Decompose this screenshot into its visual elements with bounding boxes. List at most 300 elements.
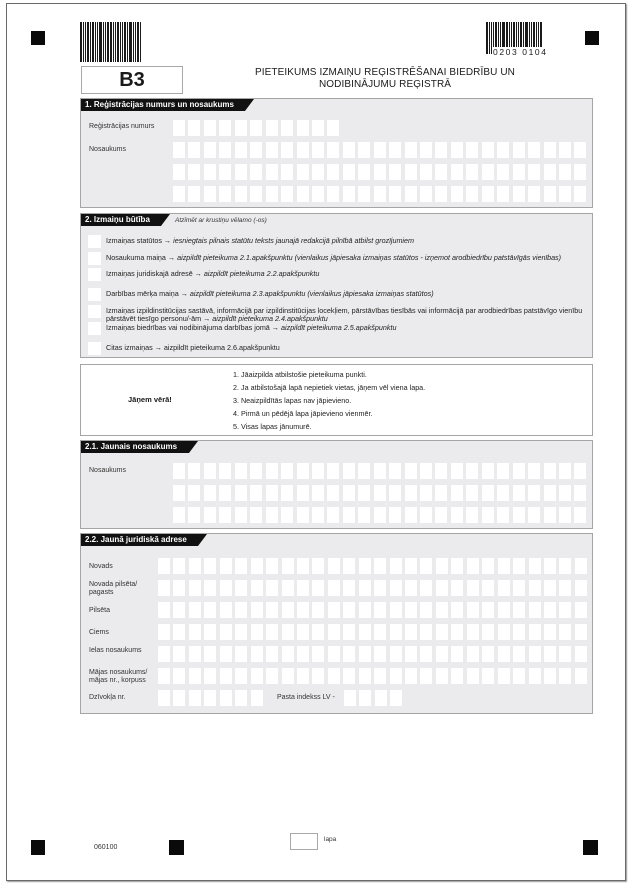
- char-box[interactable]: [467, 646, 479, 662]
- char-box[interactable]: [312, 164, 324, 180]
- char-box[interactable]: [559, 463, 571, 479]
- char-box[interactable]: [435, 463, 447, 479]
- char-box[interactable]: [389, 463, 401, 479]
- char-box[interactable]: [327, 186, 339, 202]
- char-box[interactable]: [250, 186, 262, 202]
- char-box[interactable]: [220, 602, 232, 618]
- char-box[interactable]: [451, 164, 463, 180]
- char-box[interactable]: [312, 120, 324, 136]
- char-box[interactable]: [466, 485, 478, 501]
- char-box[interactable]: [204, 186, 216, 202]
- char-box[interactable]: [266, 624, 278, 640]
- char-box[interactable]: [482, 602, 494, 618]
- char-box[interactable]: [327, 120, 339, 136]
- char-box[interactable]: [251, 602, 263, 618]
- char-box[interactable]: [529, 624, 541, 640]
- char-box[interactable]: [513, 507, 525, 523]
- char-box[interactable]: [482, 624, 494, 640]
- char-box[interactable]: [250, 120, 262, 136]
- char-box[interactable]: [497, 164, 509, 180]
- char-box[interactable]: [235, 602, 247, 618]
- char-box[interactable]: [188, 463, 200, 479]
- char-box[interactable]: [374, 142, 386, 158]
- char-box[interactable]: [189, 624, 201, 640]
- char-box[interactable]: [575, 646, 587, 662]
- char-box[interactable]: [188, 120, 200, 136]
- char-box[interactable]: [559, 507, 571, 523]
- char-box[interactable]: [436, 558, 448, 574]
- char-box[interactable]: [158, 646, 170, 662]
- char-box[interactable]: [173, 186, 185, 202]
- char-box[interactable]: [420, 558, 432, 574]
- char-box[interactable]: [435, 164, 447, 180]
- char-box[interactable]: [282, 668, 294, 684]
- char-box[interactable]: [513, 624, 525, 640]
- char-box[interactable]: [574, 142, 586, 158]
- char-box[interactable]: [204, 602, 216, 618]
- char-box[interactable]: [173, 164, 185, 180]
- char-box[interactable]: [544, 624, 556, 640]
- char-box[interactable]: [343, 558, 355, 574]
- name-input-row-3[interactable]: [173, 186, 590, 202]
- char-box[interactable]: [482, 485, 494, 501]
- char-box[interactable]: [420, 602, 432, 618]
- char-box[interactable]: [528, 463, 540, 479]
- char-box[interactable]: [482, 580, 494, 596]
- char-box[interactable]: [344, 690, 356, 706]
- char-box[interactable]: [297, 507, 309, 523]
- char-box[interactable]: [173, 668, 185, 684]
- char-box[interactable]: [405, 624, 417, 640]
- char-box[interactable]: [575, 624, 587, 640]
- char-box[interactable]: [389, 142, 401, 158]
- name-input-row-2[interactable]: [173, 164, 590, 180]
- char-box[interactable]: [220, 668, 232, 684]
- char-box[interactable]: [312, 463, 324, 479]
- char-box[interactable]: [343, 463, 355, 479]
- char-box[interactable]: [251, 668, 263, 684]
- char-box[interactable]: [575, 668, 587, 684]
- char-box[interactable]: [297, 186, 309, 202]
- char-box[interactable]: [467, 558, 479, 574]
- char-box[interactable]: [297, 463, 309, 479]
- char-box[interactable]: [158, 580, 170, 596]
- char-box[interactable]: [220, 580, 232, 596]
- char-box[interactable]: [390, 558, 402, 574]
- char-box[interactable]: [312, 602, 324, 618]
- char-box[interactable]: [235, 485, 247, 501]
- char-box[interactable]: [266, 558, 278, 574]
- char-box[interactable]: [158, 668, 170, 684]
- char-box[interactable]: [544, 507, 556, 523]
- char-box[interactable]: [405, 164, 417, 180]
- char-box[interactable]: [390, 580, 402, 596]
- char-box[interactable]: [574, 186, 586, 202]
- char-box[interactable]: [358, 142, 370, 158]
- char-box[interactable]: [235, 164, 247, 180]
- char-box[interactable]: [204, 624, 216, 640]
- char-box[interactable]: [312, 646, 324, 662]
- char-box[interactable]: [220, 624, 232, 640]
- char-box[interactable]: [297, 668, 309, 684]
- char-box[interactable]: [513, 602, 525, 618]
- char-box[interactable]: [575, 580, 587, 596]
- char-box[interactable]: [405, 602, 417, 618]
- char-box[interactable]: [297, 164, 309, 180]
- char-box[interactable]: [482, 668, 494, 684]
- char-box[interactable]: [420, 485, 432, 501]
- char-box[interactable]: [266, 142, 278, 158]
- char-box[interactable]: [529, 580, 541, 596]
- char-box[interactable]: [173, 485, 185, 501]
- char-box[interactable]: [528, 507, 540, 523]
- char-box[interactable]: [405, 142, 417, 158]
- char-box[interactable]: [312, 558, 324, 574]
- char-box[interactable]: [282, 602, 294, 618]
- char-box[interactable]: [281, 507, 293, 523]
- char-box[interactable]: [297, 142, 309, 158]
- char-box[interactable]: [544, 602, 556, 618]
- char-box[interactable]: [173, 463, 185, 479]
- char-box[interactable]: [528, 485, 540, 501]
- char-box[interactable]: [235, 690, 247, 706]
- char-box[interactable]: [389, 485, 401, 501]
- char-box[interactable]: [328, 624, 340, 640]
- char-box[interactable]: [189, 580, 201, 596]
- char-box[interactable]: [374, 186, 386, 202]
- char-box[interactable]: [327, 164, 339, 180]
- char-box[interactable]: [451, 485, 463, 501]
- char-box[interactable]: [343, 164, 355, 180]
- char-box[interactable]: [204, 646, 216, 662]
- char-box[interactable]: [374, 624, 386, 640]
- char-box[interactable]: [513, 646, 525, 662]
- char-box[interactable]: [451, 142, 463, 158]
- char-box[interactable]: [482, 558, 494, 574]
- char-box[interactable]: [498, 668, 510, 684]
- char-box[interactable]: [374, 558, 386, 574]
- char-box[interactable]: [390, 668, 402, 684]
- char-box[interactable]: [312, 485, 324, 501]
- char-box[interactable]: [528, 164, 540, 180]
- char-box[interactable]: [405, 558, 417, 574]
- char-box[interactable]: [328, 602, 340, 618]
- char-box[interactable]: [235, 463, 247, 479]
- change-type-checkbox[interactable]: [88, 235, 101, 248]
- char-box[interactable]: [266, 668, 278, 684]
- char-box[interactable]: [328, 580, 340, 596]
- char-box[interactable]: [235, 558, 247, 574]
- char-box[interactable]: [173, 580, 185, 596]
- char-box[interactable]: [559, 624, 571, 640]
- char-box[interactable]: [188, 142, 200, 158]
- char-box[interactable]: [250, 164, 262, 180]
- char-box[interactable]: [544, 580, 556, 596]
- char-box[interactable]: [374, 602, 386, 618]
- char-box[interactable]: [544, 485, 556, 501]
- char-box[interactable]: [189, 558, 201, 574]
- char-box[interactable]: [420, 646, 432, 662]
- char-box[interactable]: [282, 558, 294, 574]
- char-box[interactable]: [405, 507, 417, 523]
- char-box[interactable]: [250, 142, 262, 158]
- char-box[interactable]: [513, 186, 525, 202]
- char-box[interactable]: [297, 120, 309, 136]
- char-box[interactable]: [266, 646, 278, 662]
- char-box[interactable]: [405, 463, 417, 479]
- char-box[interactable]: [513, 164, 525, 180]
- char-box[interactable]: [575, 558, 587, 574]
- postal-code-input[interactable]: [344, 690, 406, 706]
- name-input-row-1[interactable]: [173, 142, 590, 158]
- char-box[interactable]: [559, 142, 571, 158]
- char-box[interactable]: [343, 602, 355, 618]
- char-box[interactable]: [343, 580, 355, 596]
- char-box[interactable]: [250, 507, 262, 523]
- char-box[interactable]: [266, 507, 278, 523]
- char-box[interactable]: [281, 485, 293, 501]
- char-box[interactable]: [390, 602, 402, 618]
- char-box[interactable]: [451, 668, 463, 684]
- char-box[interactable]: [574, 507, 586, 523]
- char-box[interactable]: [482, 186, 494, 202]
- char-box[interactable]: [312, 507, 324, 523]
- char-box[interactable]: [251, 624, 263, 640]
- char-box[interactable]: [327, 142, 339, 158]
- char-box[interactable]: [327, 463, 339, 479]
- char-box[interactable]: [420, 624, 432, 640]
- char-box[interactable]: [235, 580, 247, 596]
- char-box[interactable]: [312, 186, 324, 202]
- char-box[interactable]: [482, 142, 494, 158]
- char-box[interactable]: [405, 646, 417, 662]
- char-box[interactable]: [297, 602, 309, 618]
- apartment-input[interactable]: [158, 690, 266, 706]
- char-box[interactable]: [374, 485, 386, 501]
- char-box[interactable]: [204, 668, 216, 684]
- char-box[interactable]: [390, 624, 402, 640]
- char-box[interactable]: [497, 463, 509, 479]
- char-box[interactable]: [189, 690, 201, 706]
- char-box[interactable]: [389, 507, 401, 523]
- char-box[interactable]: [282, 646, 294, 662]
- new-name-input-row-1[interactable]: [173, 463, 590, 479]
- change-type-checkbox[interactable]: [88, 252, 101, 265]
- char-box[interactable]: [451, 602, 463, 618]
- char-box[interactable]: [188, 485, 200, 501]
- char-box[interactable]: [513, 142, 525, 158]
- char-box[interactable]: [359, 646, 371, 662]
- char-box[interactable]: [312, 668, 324, 684]
- char-box[interactable]: [451, 558, 463, 574]
- char-box[interactable]: [405, 186, 417, 202]
- char-box[interactable]: [251, 690, 263, 706]
- char-box[interactable]: [574, 463, 586, 479]
- char-box[interactable]: [359, 558, 371, 574]
- char-box[interactable]: [297, 580, 309, 596]
- char-box[interactable]: [497, 485, 509, 501]
- char-box[interactable]: [158, 624, 170, 640]
- char-box[interactable]: [250, 463, 262, 479]
- char-box[interactable]: [358, 186, 370, 202]
- char-box[interactable]: [312, 624, 324, 640]
- char-box[interactable]: [158, 558, 170, 574]
- char-box[interactable]: [529, 646, 541, 662]
- char-box[interactable]: [204, 120, 216, 136]
- char-box[interactable]: [297, 485, 309, 501]
- char-box[interactable]: [173, 507, 185, 523]
- char-box[interactable]: [282, 580, 294, 596]
- char-box[interactable]: [435, 142, 447, 158]
- char-box[interactable]: [466, 164, 478, 180]
- char-box[interactable]: [266, 120, 278, 136]
- change-type-checkbox[interactable]: [88, 288, 101, 301]
- char-box[interactable]: [466, 507, 478, 523]
- char-box[interactable]: [359, 602, 371, 618]
- address-field-input[interactable]: [158, 668, 590, 684]
- char-box[interactable]: [390, 690, 402, 706]
- char-box[interactable]: [467, 668, 479, 684]
- char-box[interactable]: [544, 646, 556, 662]
- char-box[interactable]: [529, 668, 541, 684]
- char-box[interactable]: [374, 507, 386, 523]
- char-box[interactable]: [281, 120, 293, 136]
- char-box[interactable]: [204, 463, 216, 479]
- char-box[interactable]: [219, 142, 231, 158]
- char-box[interactable]: [235, 624, 247, 640]
- char-box[interactable]: [482, 646, 494, 662]
- char-box[interactable]: [513, 463, 525, 479]
- address-field-input[interactable]: [158, 558, 590, 574]
- char-box[interactable]: [189, 602, 201, 618]
- char-box[interactable]: [420, 186, 432, 202]
- char-box[interactable]: [328, 668, 340, 684]
- char-box[interactable]: [451, 580, 463, 596]
- char-box[interactable]: [513, 580, 525, 596]
- char-box[interactable]: [173, 624, 185, 640]
- char-box[interactable]: [235, 646, 247, 662]
- char-box[interactable]: [436, 580, 448, 596]
- char-box[interactable]: [204, 690, 216, 706]
- char-box[interactable]: [466, 463, 478, 479]
- char-box[interactable]: [559, 485, 571, 501]
- char-box[interactable]: [497, 186, 509, 202]
- char-box[interactable]: [297, 558, 309, 574]
- char-box[interactable]: [451, 507, 463, 523]
- char-box[interactable]: [420, 463, 432, 479]
- char-box[interactable]: [281, 142, 293, 158]
- char-box[interactable]: [312, 142, 324, 158]
- char-box[interactable]: [513, 485, 525, 501]
- char-box[interactable]: [219, 164, 231, 180]
- char-box[interactable]: [358, 507, 370, 523]
- char-box[interactable]: [513, 668, 525, 684]
- char-box[interactable]: [204, 558, 216, 574]
- char-box[interactable]: [235, 668, 247, 684]
- char-box[interactable]: [266, 602, 278, 618]
- char-box[interactable]: [497, 142, 509, 158]
- char-box[interactable]: [158, 602, 170, 618]
- address-field-input[interactable]: [158, 646, 590, 662]
- char-box[interactable]: [374, 463, 386, 479]
- char-box[interactable]: [513, 558, 525, 574]
- char-box[interactable]: [374, 668, 386, 684]
- char-box[interactable]: [436, 668, 448, 684]
- char-box[interactable]: [467, 602, 479, 618]
- char-box[interactable]: [359, 580, 371, 596]
- char-box[interactable]: [235, 186, 247, 202]
- char-box[interactable]: [374, 580, 386, 596]
- char-box[interactable]: [251, 646, 263, 662]
- change-type-checkbox[interactable]: [88, 322, 101, 335]
- char-box[interactable]: [343, 668, 355, 684]
- char-box[interactable]: [359, 690, 371, 706]
- char-box[interactable]: [219, 186, 231, 202]
- char-box[interactable]: [173, 142, 185, 158]
- char-box[interactable]: [544, 142, 556, 158]
- char-box[interactable]: [374, 646, 386, 662]
- char-box[interactable]: [343, 186, 355, 202]
- char-box[interactable]: [498, 602, 510, 618]
- char-box[interactable]: [343, 624, 355, 640]
- char-box[interactable]: [529, 558, 541, 574]
- char-box[interactable]: [436, 602, 448, 618]
- change-type-checkbox[interactable]: [88, 268, 101, 281]
- char-box[interactable]: [328, 558, 340, 574]
- char-box[interactable]: [266, 463, 278, 479]
- char-box[interactable]: [328, 646, 340, 662]
- char-box[interactable]: [436, 646, 448, 662]
- char-box[interactable]: [374, 164, 386, 180]
- char-box[interactable]: [451, 463, 463, 479]
- char-box[interactable]: [266, 580, 278, 596]
- char-box[interactable]: [529, 602, 541, 618]
- char-box[interactable]: [327, 507, 339, 523]
- char-box[interactable]: [358, 485, 370, 501]
- char-box[interactable]: [559, 558, 571, 574]
- char-box[interactable]: [343, 507, 355, 523]
- char-box[interactable]: [282, 624, 294, 640]
- char-box[interactable]: [559, 164, 571, 180]
- char-box[interactable]: [188, 186, 200, 202]
- char-box[interactable]: [281, 186, 293, 202]
- char-box[interactable]: [498, 558, 510, 574]
- char-box[interactable]: [405, 485, 417, 501]
- char-box[interactable]: [204, 485, 216, 501]
- char-box[interactable]: [297, 646, 309, 662]
- char-box[interactable]: [204, 142, 216, 158]
- char-box[interactable]: [574, 164, 586, 180]
- change-type-checkbox[interactable]: [88, 342, 101, 355]
- char-box[interactable]: [219, 485, 231, 501]
- char-box[interactable]: [466, 186, 478, 202]
- char-box[interactable]: [173, 690, 185, 706]
- char-box[interactable]: [281, 463, 293, 479]
- char-box[interactable]: [435, 507, 447, 523]
- char-box[interactable]: [204, 580, 216, 596]
- new-name-input-row-2[interactable]: [173, 485, 590, 501]
- char-box[interactable]: [544, 186, 556, 202]
- char-box[interactable]: [188, 164, 200, 180]
- char-box[interactable]: [498, 646, 510, 662]
- char-box[interactable]: [466, 142, 478, 158]
- char-box[interactable]: [420, 507, 432, 523]
- char-box[interactable]: [482, 164, 494, 180]
- char-box[interactable]: [559, 668, 571, 684]
- char-box[interactable]: [559, 186, 571, 202]
- char-box[interactable]: [405, 668, 417, 684]
- char-box[interactable]: [435, 186, 447, 202]
